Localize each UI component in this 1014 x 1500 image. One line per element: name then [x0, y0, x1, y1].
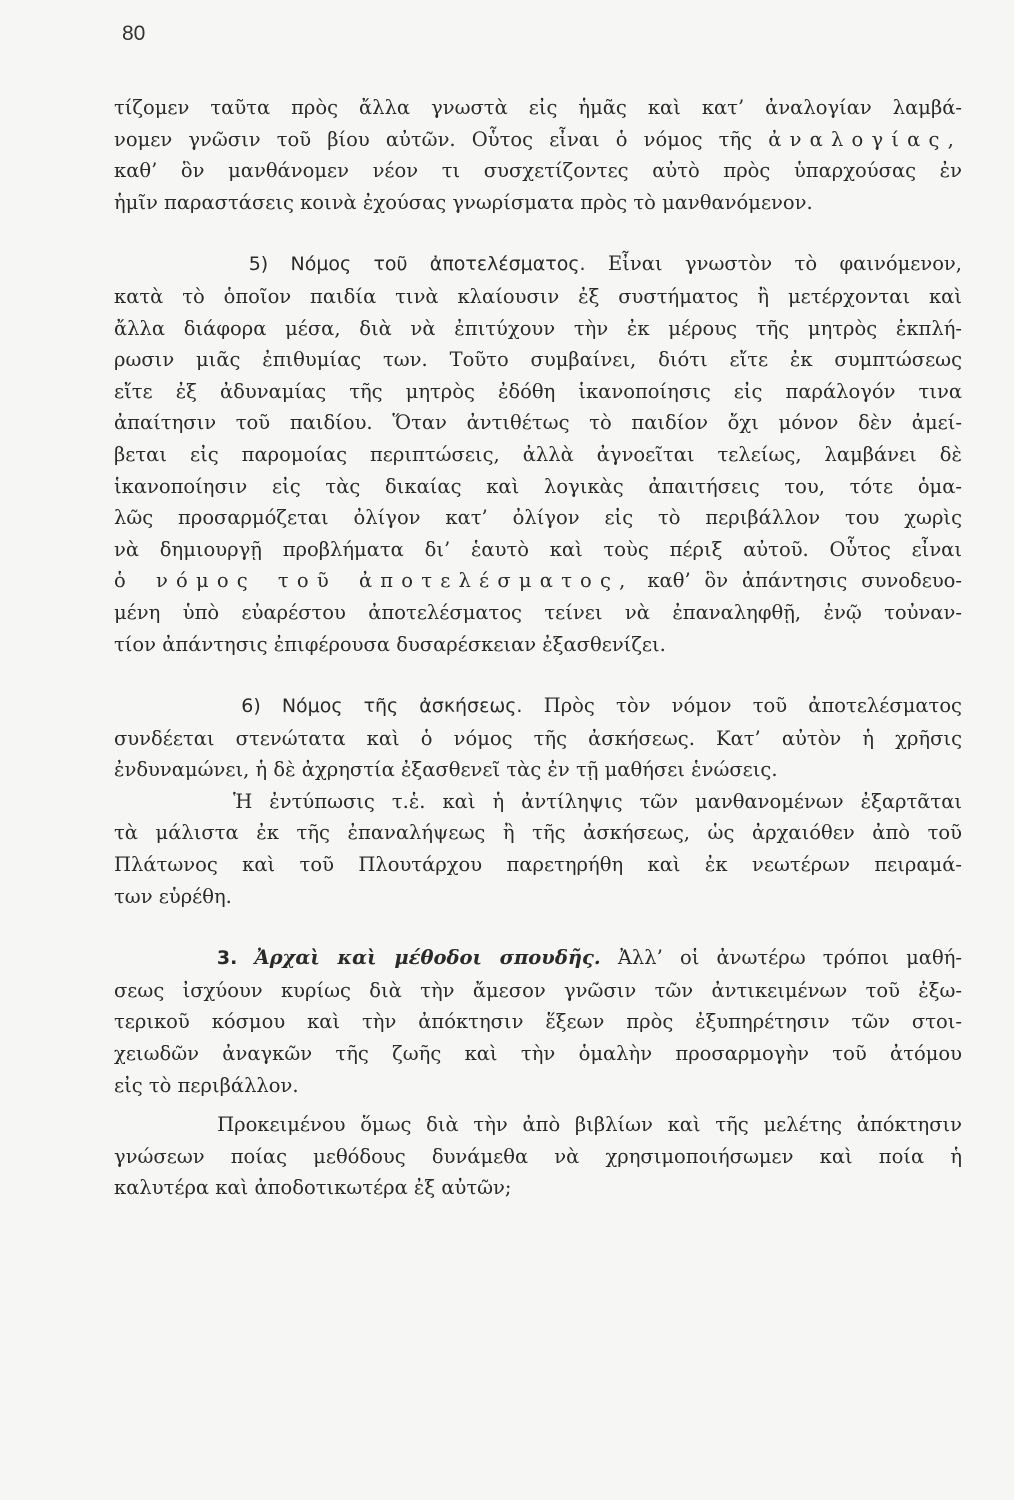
text-line: καθ’ ὃν μανθάνομεν νέον τι συσχετίζοντες αὐτὸ πρὸς ὑπαρχούσας ἐν	[114, 159, 962, 183]
text-fragment: Πρὸς τὸν νόμον τοῦ ἀποτελέσματος	[543, 694, 962, 718]
text-fragment: καθ’ ὃν ἀπάντησις συνοδευο-	[647, 569, 962, 593]
text-line	[114, 248, 962, 281]
text-line: σεως ἰσχύουν κυρίως διὰ τὴν ἄμεσον γνῶσιν τῶν ἀντικειμένων τοῦ ἐξω-	[114, 978, 962, 1002]
section-number: 3.	[216, 947, 238, 970]
text-line: νὰ δημιουργῇ προβλήματα δι’ ἑαυτὸ καὶ τοὺς πέριξ αὐτοῦ. Οὗτος εἶναι	[114, 537, 962, 561]
text-line: χειωδῶν ἀναγκῶν τῆς ζωῆς καὶ τὴν ὁμαλὴν προσαρμογὴν τοῦ ἀτόμου	[114, 1042, 962, 1066]
heading-law-of-exercise: 6) Νόμος τῆς ἀσκήσεως.	[241, 695, 523, 718]
text-line: ἱκανοποίησιν εἰς τὰς δικαίας καὶ λογικὰς ἀπαιτήσεις του, τότε ὁμα-	[114, 474, 962, 498]
text-line	[114, 124, 962, 156]
text-line	[114, 786, 962, 818]
section-heading: Ἀρχαὶ καὶ μέθοδοι σπουδῆς.	[254, 946, 601, 970]
term-law-of-effect: ὁ νόμος τοῦ ἀποτελέσματος,	[114, 569, 634, 593]
text-fragment: Ἡ ἐντύπωσις τ.ἑ. καὶ ἡ ἀντίληψις τῶν μανθανομένων ἐξαρτᾶται	[232, 789, 963, 813]
text-line: βεται εἰς παρομοίας περιπτώσεις, ἀλλὰ ἀγνοεῖται τελείως, λαμβάνει δὲ	[114, 442, 962, 466]
text-line	[114, 565, 962, 597]
text-fragment: Ἀλλ’ οἱ ἀνωτέρω τρόποι μαθή-	[617, 946, 962, 970]
text-line: συνδέεται στενώτατα καὶ ὁ νόμος τῆς ἀσκήσεως. Κατ’ αὐτὸν ἡ χρῆσις	[114, 726, 962, 750]
text-line: μένη ὑπὸ εὐαρέστου ἀποτελέσματος τείνει νὰ ἐπαναληφθῇ, ἐνῷ τοὐναν-	[114, 600, 962, 624]
paragraph-law-of-effect	[114, 248, 962, 660]
text-fragment: Προκειμένου ὅμως διὰ τὴν ἀπὸ βιβλίων καὶ τῆς μελέτης ἀπόκτησιν	[217, 1113, 963, 1137]
text-line: τὰ μάλιστα ἐκ τῆς ἐπαναλήψεως ἢ τῆς ἀσκήσεως, ὡς ἀρχαιόθεν ἀπὸ τοῦ	[114, 821, 962, 845]
text-fragment: Εἶναι γνωστὸν τὸ φαινόμενον,	[607, 252, 962, 276]
text-line	[114, 942, 962, 975]
text-line: τερικοῦ κόσμου καὶ τὴν ἀπόκτησιν ἕξεων πρὸς ἐξυπηρέτησιν τῶν στοι-	[114, 1010, 962, 1034]
text-line	[114, 1109, 962, 1141]
paragraph-law-of-exercise	[114, 690, 962, 786]
text-line: ἄλλα διάφορα μέσα, διὰ νὰ ἐπιτύχουν τὴν ἐκ μέρους τῆς μητρὸς ἐκπλή-	[114, 316, 962, 340]
text-line: καλυτέρα καὶ ἀποδοτικωτέρα ἐξ αὐτῶν;	[114, 1176, 512, 1200]
text-fragment: νομεν γνῶσιν τοῦ βίου αὐτῶν. Οὗτος εἶναι ὁ νόμος τῆς	[114, 127, 753, 151]
text-line: των εὑρέθη.	[114, 884, 232, 908]
text-line: εἰς τὸ περιβάλλον.	[114, 1073, 299, 1097]
text-line: ρωσιν μιᾶς ἐπιθυμίας των. Τοῦτο συμβαίνει, διότι εἴτε ἐκ συμπτώσεως	[114, 348, 962, 372]
page-number: 80	[122, 22, 146, 45]
text-line: τίζομεν ταῦτα πρὸς ἄλλα γνωστὰ εἰς ἡμᾶς καὶ κατ’ ἀναλογίαν λαμβά-	[114, 96, 962, 119]
text-line: ἐνδυναμώνει, ἡ δὲ ἀχρηστία ἐξασθενεῖ τὰς ἐν τῇ μαθήσει ἑνώσεις.	[114, 758, 778, 782]
text-line: ἀπαίτησιν τοῦ παιδίου. Ὅταν ἀντιθέτως τὸ παιδίον ὄχι μόνον δὲν ἀμεί-	[114, 411, 962, 435]
text-line: γνώσεων ποίας μεθόδους δυνάμεθα νὰ χρησιμοποιήσωμεν καὶ ποία ἡ	[114, 1144, 962, 1168]
text-line: Πλάτωνος καὶ τοῦ Πλουτάρχου παρετηρήθη καὶ ἐκ νεωτέρων πειραμά-	[114, 853, 962, 877]
text-line: ἡμῖν παραστάσεις κοινὰ ἐχούσας γνωρίσματα πρὸς τὸ μανθανόμενον.	[114, 190, 813, 214]
text-line: τίον ἀπάντησις ἐπιφέρουσα δυσαρέσκειαν ἐξασθενίζει.	[114, 632, 666, 656]
paragraph-impression	[114, 786, 962, 912]
text-line	[114, 690, 962, 723]
paragraph-analogy	[114, 92, 962, 218]
text-line: κατὰ τὸ ὁποῖον παιδία τινὰ κλαίουσιν ἐξ συστήματος ἢ μετέρχονται καὶ	[114, 284, 962, 308]
page-body	[114, 92, 962, 1204]
text-line: λῶς προσαρμόζεται ὀλίγον κατ’ ὀλίγον εἰς τὸ περιβάλλον του χωρὶς	[114, 506, 962, 530]
heading-law-of-effect: 5) Νόμος τοῦ ἀποτελέσματος.	[248, 253, 586, 276]
paragraph-study-methods	[114, 942, 962, 1101]
paragraph-question	[114, 1109, 962, 1204]
term-analogy: ἀναλογίας,	[768, 127, 962, 151]
text-line: εἴτε ἐξ ἀδυναμίας τῆς μητρὸς ἐδόθη ἱκανοποίησις εἰς παράλογόν τινα	[114, 379, 962, 403]
